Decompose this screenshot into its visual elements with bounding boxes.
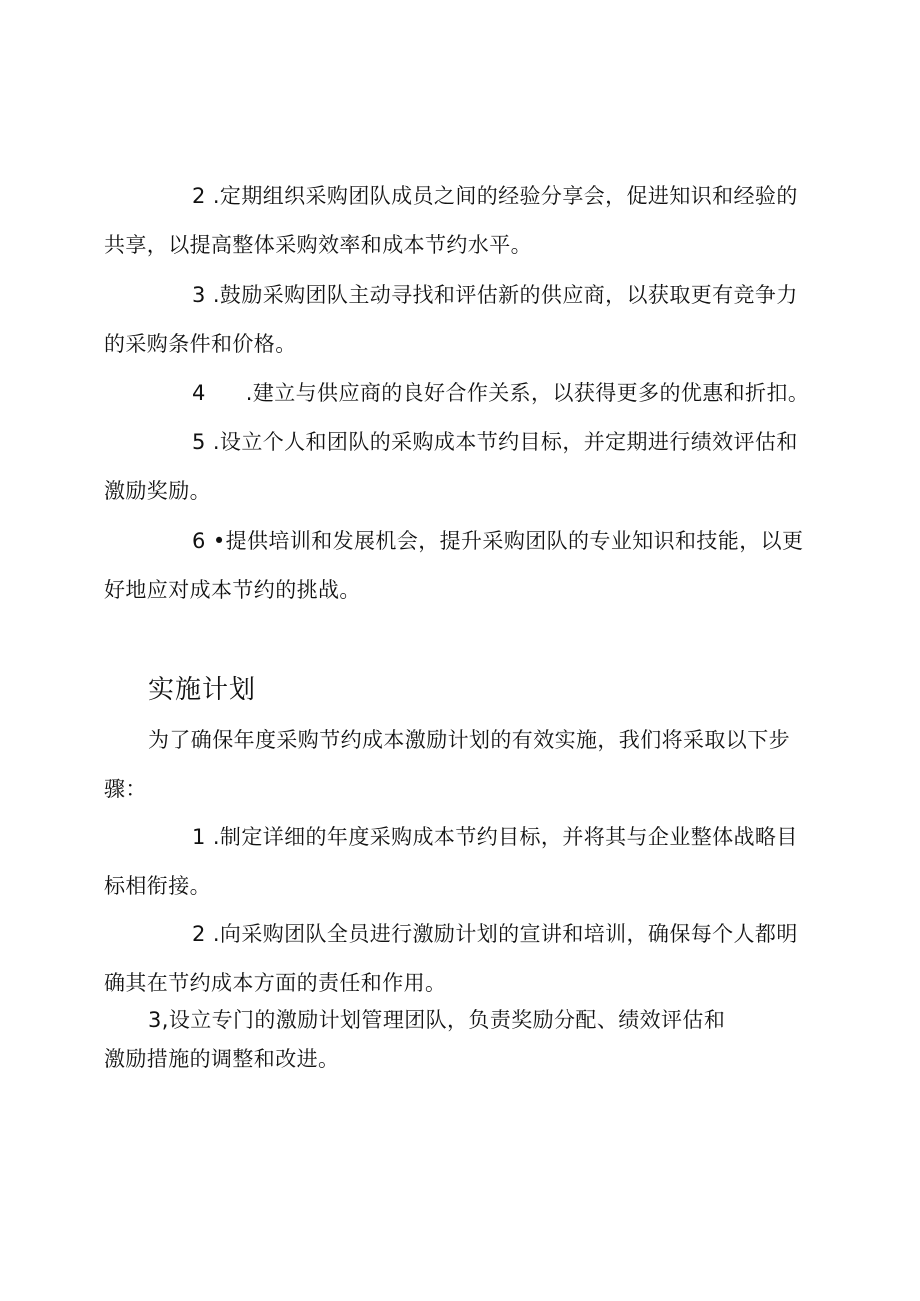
list-item bbox=[104, 418, 818, 516]
list-text: .设立个人和团队的采购成本节约目标，并定期进行绩效评估和激励奖励。 bbox=[104, 430, 798, 503]
list-number: 3 bbox=[192, 283, 206, 307]
list-item bbox=[104, 271, 818, 369]
list-text: .建立与供应商的良好合作关系，以获得更多的优惠和折扣。 bbox=[245, 381, 810, 405]
list-number: 6 bbox=[192, 529, 206, 553]
list-item-line-1: 3,设立专门的激励计划管理团队，负责奖励分配、绩效评估和 bbox=[148, 1008, 726, 1032]
list-item bbox=[104, 369, 818, 418]
list-text: .制定详细的年度采购成本节约目标，并将其与企业整体战略目标相衔接。 bbox=[104, 825, 798, 898]
list-number: 5 bbox=[192, 430, 206, 454]
list-number: 1 bbox=[192, 825, 206, 849]
list-item bbox=[104, 910, 818, 1008]
list-item bbox=[104, 172, 818, 270]
list-text: •提供培训和发展机会，提升采购团队的专业知识和技能，以更好地应对成本节约的挑战。 bbox=[104, 529, 804, 602]
list-number: 4 bbox=[192, 381, 206, 405]
list-number: 2 bbox=[192, 184, 206, 208]
list-text: .向采购团队全员进行激励计划的宣讲和培训，确保每个人都明确其在节约成本方面的责任和作用。 bbox=[104, 922, 798, 995]
list-text: .鼓励采购团队主动寻找和评估新的供应商，以获取更有竞争力的采购条件和价格。 bbox=[104, 283, 798, 356]
list-item bbox=[104, 517, 818, 615]
section-heading: 实施计划 bbox=[148, 675, 257, 705]
intro-paragraph: 为了确保年度采购节约成本激励计划的有效实施，我们将采取以下步骤： bbox=[104, 728, 790, 801]
list-number: 2 bbox=[192, 922, 206, 946]
list-text: .定期组织采购团队成员之间的经验分享会，促进知识和经验的共享，以提高整体采购效率和成本节约水平。 bbox=[104, 184, 798, 257]
list-item-line-2: 激励措施的调整和改进。 bbox=[104, 1047, 340, 1071]
list-item bbox=[104, 813, 818, 911]
